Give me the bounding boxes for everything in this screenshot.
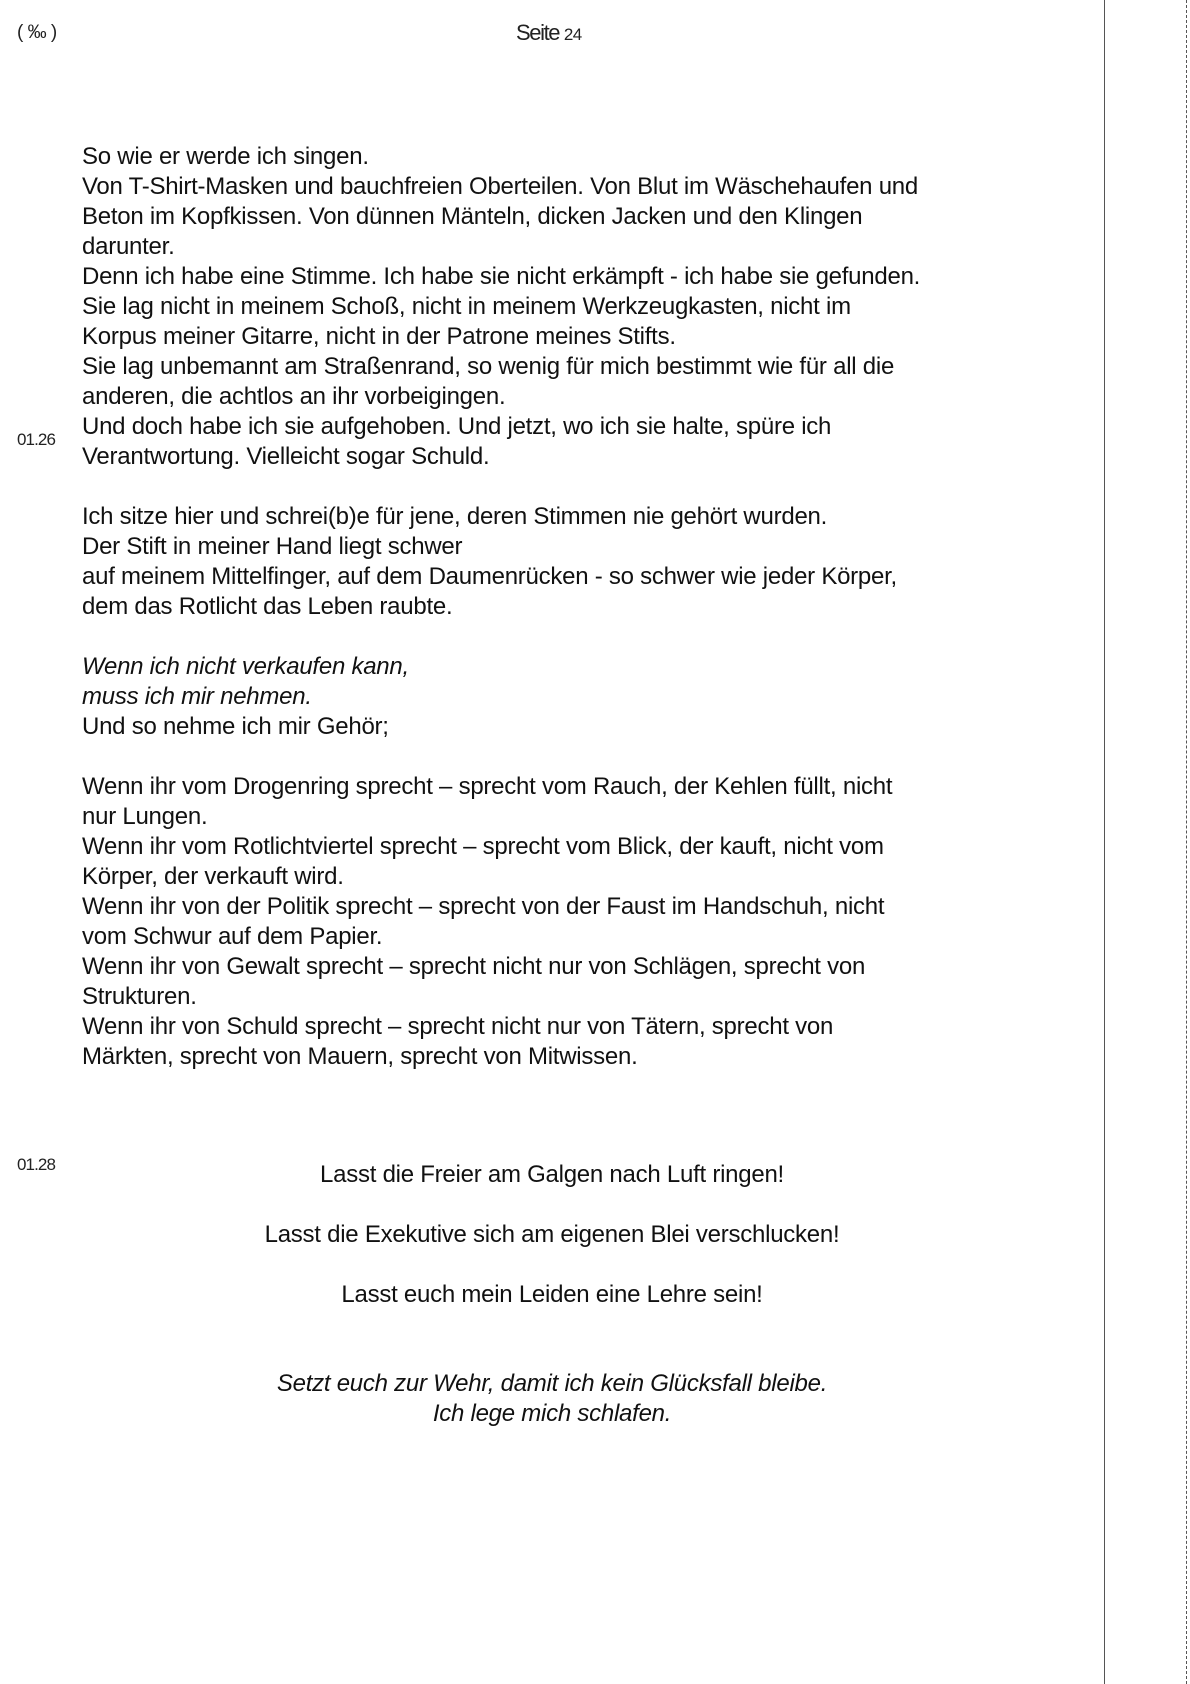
italic-line: muss ich mir nehmen. bbox=[82, 683, 312, 710]
text-line: So wie er werde ich singen. bbox=[82, 143, 369, 170]
text-line: Wenn ihr vom Rotlichtviertel sprecht – sprecht vom Blick, der kauft, nicht vom bbox=[82, 833, 884, 860]
text-line: Strukturen. bbox=[82, 983, 197, 1010]
text-line: Wenn ihr von der Politik sprecht – sprecht von der Faust im Handschuh, nicht bbox=[82, 893, 885, 920]
italic-line: Wenn ich nicht verkaufen kann, bbox=[82, 653, 409, 680]
text-line: anderen, die achtlos an ihr vorbeigingen. bbox=[82, 383, 506, 410]
text-line: Denn ich habe eine Stimme. Ich habe sie nicht erkämpft - ich habe sie gefunden. bbox=[82, 263, 921, 290]
text-line: Und so nehme ich mir Gehör; bbox=[82, 713, 389, 740]
page-number: 24 bbox=[563, 25, 582, 44]
text-line: darunter. bbox=[82, 233, 175, 260]
margin-note-second: 01.28 bbox=[17, 1155, 56, 1174]
margin-note-first: 01.26 bbox=[17, 430, 56, 449]
paragraph-gap bbox=[82, 472, 1032, 502]
page-label bbox=[516, 20, 582, 46]
page-word: Seite bbox=[516, 20, 560, 45]
text-line: Und doch habe ich sie aufgehoben. Und jetzt, wo ich sie halte, spüre ich bbox=[82, 413, 832, 440]
text-line: auf meinem Mittelfinger, auf dem Daumenrücken - so schwer wie jeder Körper, bbox=[82, 563, 897, 590]
text-line: Wenn ihr von Schuld sprecht – sprecht nicht nur von Tätern, sprecht von bbox=[82, 1013, 834, 1040]
cut-line bbox=[1186, 0, 1187, 1684]
closing-italic-line: Setzt euch zur Wehr, damit ich kein Glücksfall bleibe. bbox=[276, 1370, 828, 1397]
text-line: dem das Rotlicht das Leben raubte. bbox=[82, 593, 453, 620]
text-line: Körper, der verkauft wird. bbox=[82, 863, 344, 890]
centered-line: Lasst die Exekutive sich am eigenen Blei verschlucken! bbox=[264, 1221, 840, 1248]
header-mark: ( ‰ ) bbox=[17, 22, 57, 43]
text-line: Korpus meiner Gitarre, nicht in der Patrone meines Stifts. bbox=[82, 323, 676, 350]
text-line: vom Schwur auf dem Papier. bbox=[82, 923, 383, 950]
closing-italic-line: Ich lege mich schlafen. bbox=[432, 1400, 672, 1427]
text-line: Sie lag unbemannt am Straßenrand, so wenig für mich bestimmt wie für all die bbox=[82, 353, 895, 380]
body-text bbox=[82, 142, 1032, 1072]
text-line: Ich sitze hier und schrei(b)e für jene, deren Stimmen nie gehört wurden. bbox=[82, 503, 828, 530]
centered-line: Lasst euch mein Leiden eine Lehre sein! bbox=[341, 1281, 763, 1308]
text-line: nur Lungen. bbox=[82, 803, 208, 830]
paragraph-gap bbox=[82, 622, 1032, 652]
text-line: Sie lag nicht in meinem Schoß, nicht in meinem Werkzeugkasten, nicht im bbox=[82, 293, 851, 320]
text-line: Beton im Kopfkissen. Von dünnen Mänteln, dicken Jacken und den Klingen bbox=[82, 203, 863, 230]
text-line: Märkten, sprecht von Mauern, sprecht von Mitwissen. bbox=[82, 1043, 638, 1070]
text-line: Verantwortung. Vielleicht sogar Schuld. bbox=[82, 443, 490, 470]
text-line: Von T-Shirt-Masken und bauchfreien Oberteilen. Von Blut im Wäschehaufen und bbox=[82, 173, 918, 200]
page-edge-line bbox=[1104, 0, 1105, 1684]
text-line: Der Stift in meiner Hand liegt schwer bbox=[82, 533, 463, 560]
text-line: Wenn ihr von Gewalt sprecht – sprecht nicht nur von Schlägen, sprecht von bbox=[82, 953, 866, 980]
text-line: Wenn ihr vom Drogenring sprecht – sprecht vom Rauch, der Kehlen füllt, nicht bbox=[82, 773, 893, 800]
centered-line: Lasst die Freier am Galgen nach Luft ringen! bbox=[320, 1161, 784, 1188]
paragraph-gap bbox=[82, 742, 1032, 772]
